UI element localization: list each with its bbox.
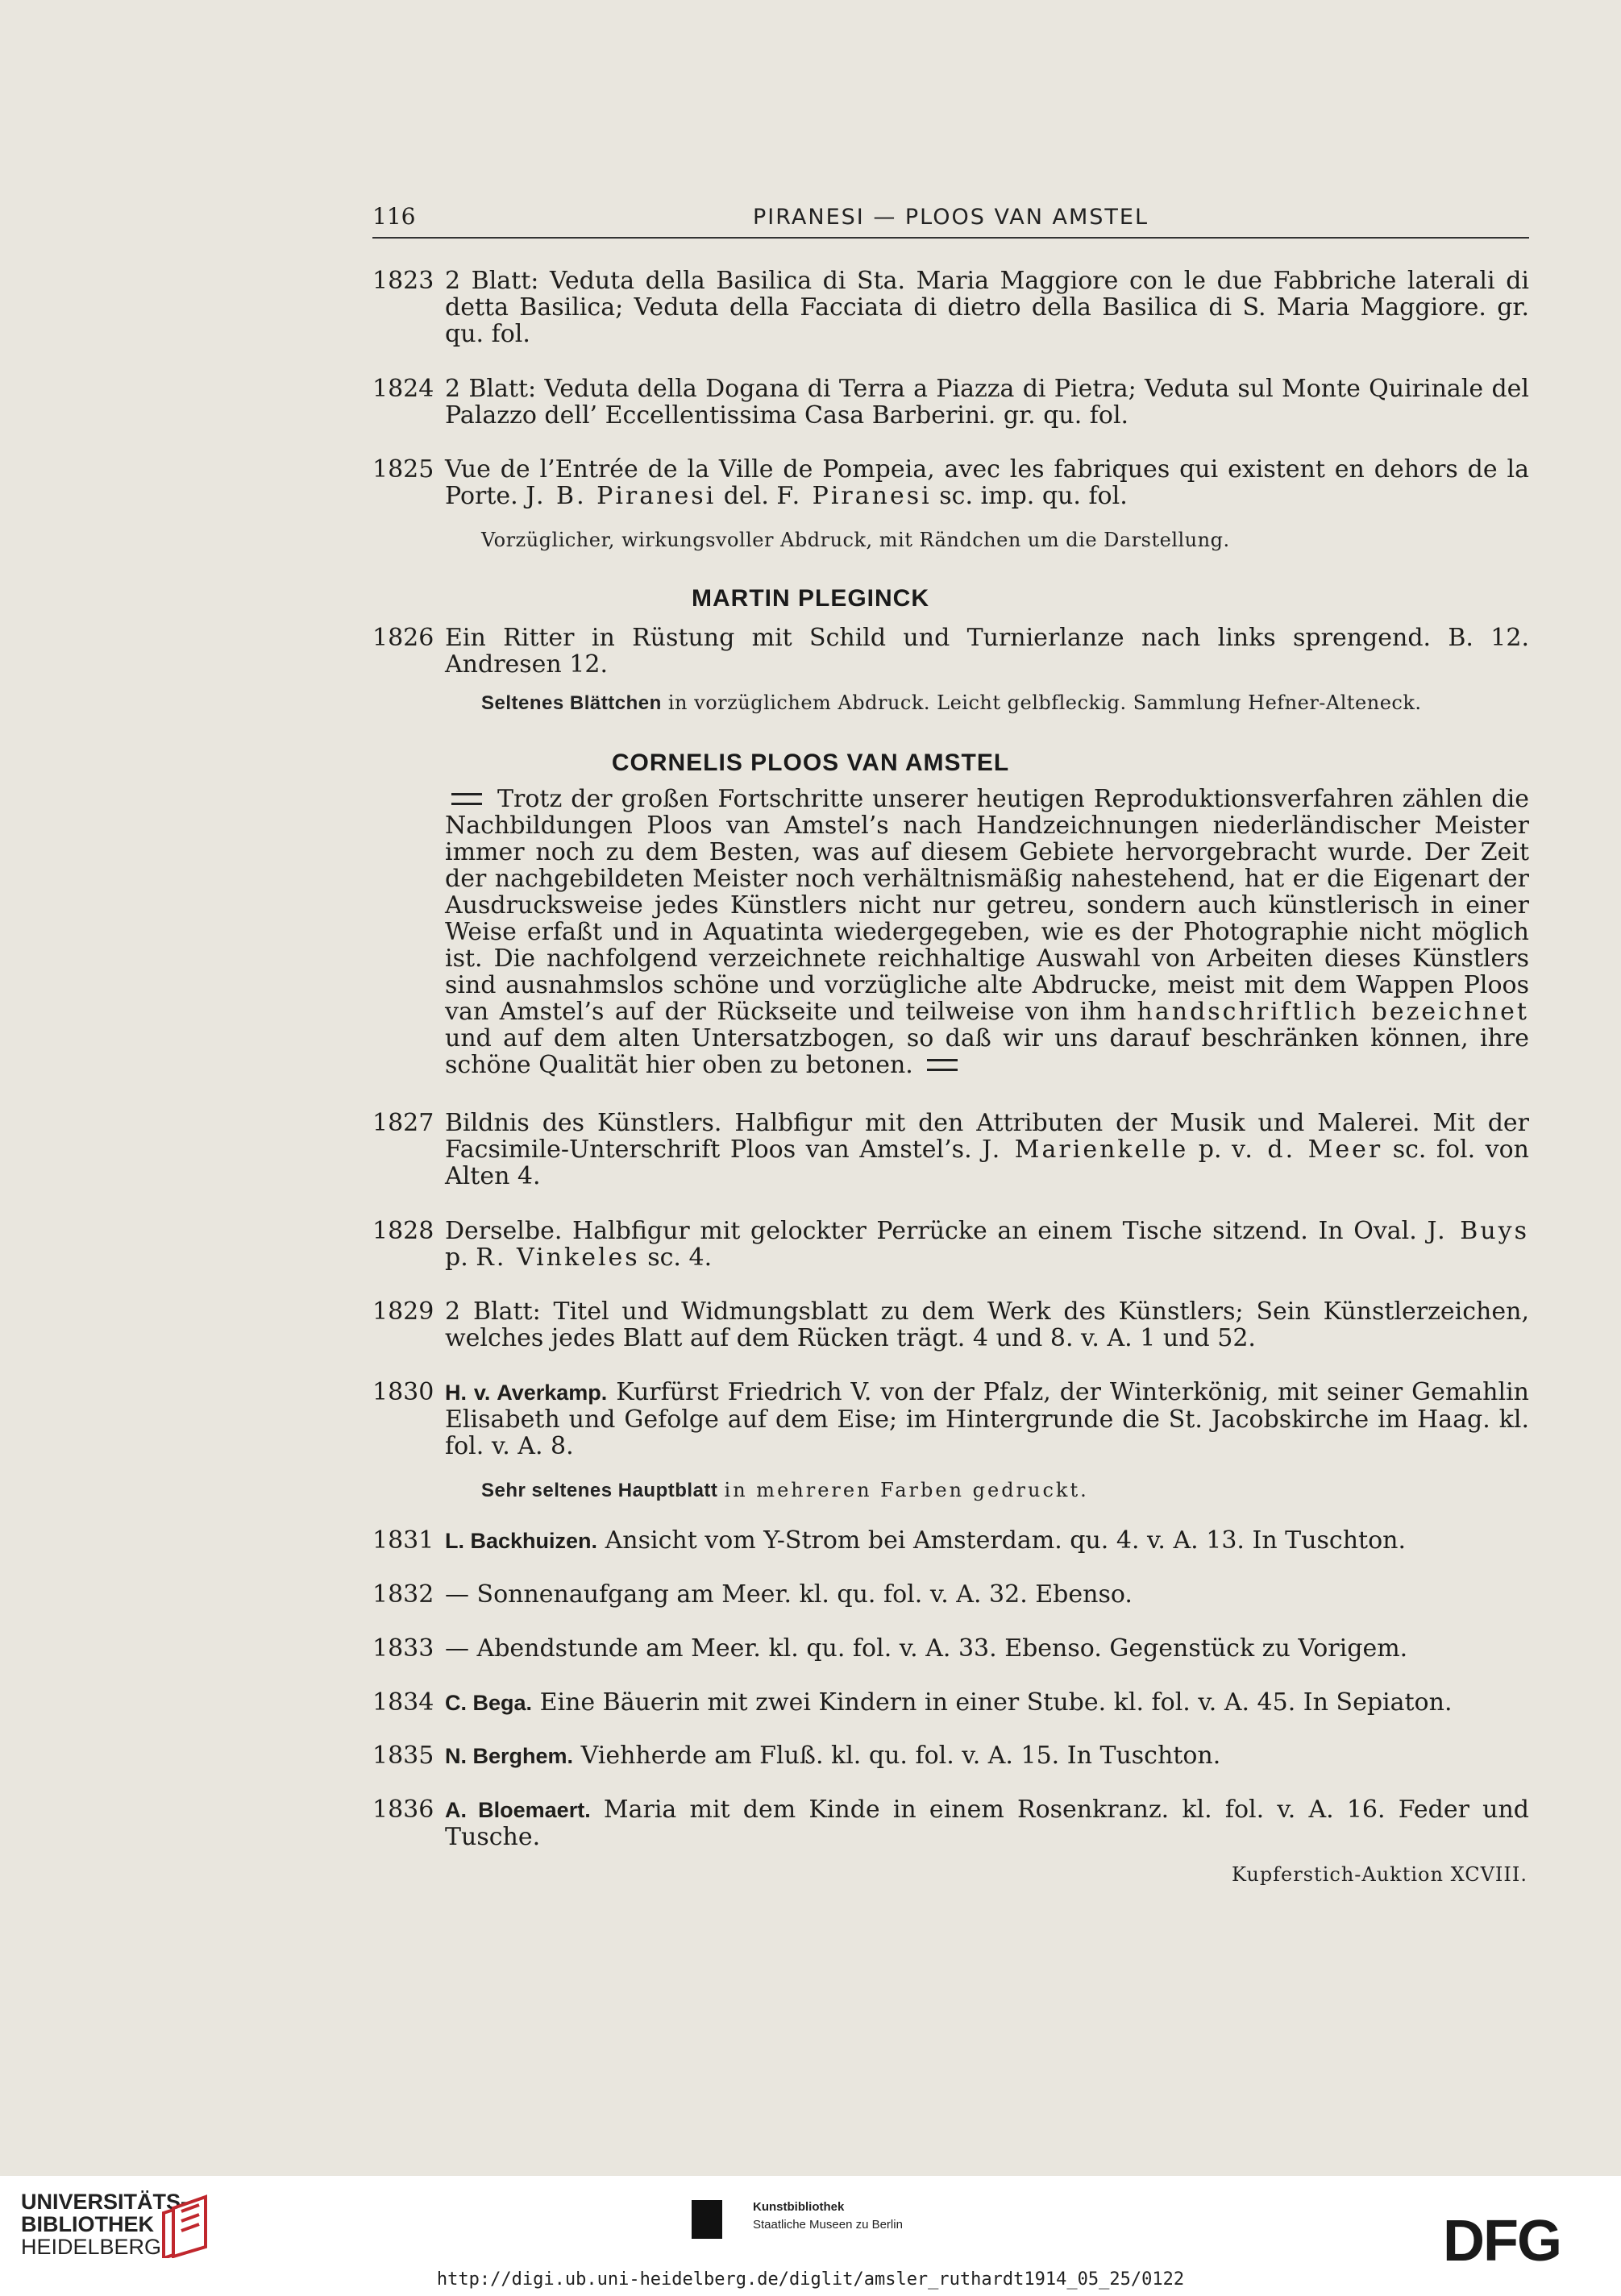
lot-text — [445, 1527, 1529, 1555]
lot-1834 — [372, 1689, 1529, 1717]
lot-text — [445, 1742, 1529, 1770]
lot-text-b: p. — [1198, 1136, 1222, 1164]
lot-description: Viehherde am Fluß. kl. qu. fol. v. A. 15. In Tuschton. — [580, 1742, 1221, 1770]
artist-heading: CORNELIS PLOOS VAN AMSTEL — [611, 749, 1010, 776]
lot-1826 — [372, 625, 1529, 678]
double-rule-mark — [927, 1059, 958, 1071]
lot-1827 — [372, 1110, 1529, 1190]
lot-text — [445, 1796, 1529, 1850]
lot-description: Maria mit dem Kinde in einem Rosenkranz. kl. fol. v. A. 16. Feder und Tusche. — [445, 1796, 1529, 1851]
source-url[interactable]: http://digi.ub.uni-heidelberg.de/diglit/amsler_ruthardt1914_05_25/0122 — [436, 2269, 1185, 2290]
lot-number: 1833 — [372, 1634, 434, 1663]
lot-text-a: Derselbe. Halbfigur mit gelockter Perrücke an einem Tische sitzend. In Oval. — [445, 1217, 1417, 1245]
note-emphasis: Sehr seltenes Hauptblatt — [481, 1480, 718, 1501]
lot-1833 — [372, 1635, 1529, 1662]
kb-line-1: Kunstbibliothek — [753, 2200, 845, 2214]
note-text: in vorzüglichem Abdruck. Leicht gelbfleckig. Sammlung Hefner-Alteneck. — [667, 691, 1422, 714]
lot-text-a: Bildnis des Künstlers. Halbfigur mit den Attributen der Musik und Malerei. Mit der Facsimile-Unterschrift Ploos van Amstel’s. — [445, 1109, 1529, 1164]
lot-1829 — [372, 1298, 1529, 1351]
lot-text — [445, 456, 1529, 509]
artist-name: J. Buys — [1427, 1217, 1529, 1245]
lot-number: 1835 — [372, 1742, 434, 1770]
lot-text-c: sc. imp. qu. fol. — [939, 482, 1128, 510]
artist-name: N. Berghem. — [445, 1744, 574, 1768]
note-text: in mehreren Farben gedruckt. — [724, 1479, 1089, 1501]
lot-text: — Abendstunde am Meer. kl. qu. fol. v. A. 33. Ebenso. Gegenstück zu Vorigem. — [445, 1634, 1408, 1663]
lot-text — [445, 1110, 1529, 1190]
artist-name: F. Piranesi — [776, 482, 932, 510]
artist-name: R. Vinkeles — [476, 1243, 640, 1272]
artist-name: L. Backhuizen. — [445, 1529, 598, 1553]
lot-1831 — [372, 1527, 1529, 1555]
lot-text: 2 Blatt: Veduta della Basilica di Sta. Maria Maggiore con le due Fabbriche laterali di detta Basilica; Veduta della Facciata di dietro della Basilica di S. Maria Maggiore. gr. qu. fol. — [445, 267, 1529, 348]
artist-name: v. d. Meer — [1232, 1136, 1383, 1164]
uni-line-1: UNIVERSITÄTS- — [21, 2190, 189, 2214]
lot-1825 — [372, 456, 1529, 509]
lot-1824 — [372, 376, 1529, 429]
lot-text: — Sonnenaufgang am Meer. kl. qu. fol. v. A. 32. Ebenso. — [445, 1580, 1133, 1609]
lot-number: 1823 — [372, 267, 434, 295]
lot-number: 1825 — [372, 455, 434, 484]
lot-number: 1830 — [372, 1378, 434, 1406]
lot-number: 1827 — [372, 1109, 434, 1137]
page-number: 116 — [372, 203, 416, 230]
intro-text-a: Trotz der großen Fortschritte unserer heutigen Reproduktionsverfahren zählen die Nachbildungen Ploos van Amstel’s nach Handzeichnungen niederländischer Meister immer noch zu dem Besten, was auf diesem Gebiete hervorgebracht wurde. Der Zeit der nachgebildeten Meister noch verhältnismäßig nahestehend, hat er die Eigenart der Ausdrucksweise jedes Künstlers nicht nur getreu, sondern auch künstlerisch in einer Weise erfaßt und in Aquatinta wiedergegeben, wie es der Photographie nicht möglich ist. Die nachfolgend verzeichnete reichhaltige Auswahl von Arbeiten dieses Künstlers sind ausnahmslos schöne und vorzügliche alte Abdrucke, meist mit dem Wappen Ploos van Amstel’s auf der Rückseite und teilweise von ihm — [445, 785, 1529, 1026]
artist-name: A. Bloemaert. — [445, 1798, 591, 1822]
lot-note: Vorzüglicher, wirkungsvoller Abdruck, mit Rändchen um die Darstellung. — [481, 529, 1230, 551]
artist-name: J. Marienkelle — [982, 1136, 1189, 1164]
intro-text-b: und auf dem alten Untersatzbogen, so daß wir uns darauf beschränken können, ihre schöne Qualität hier oben zu betonen. — [445, 1024, 1529, 1079]
intro-paragraph — [372, 786, 1529, 1078]
lot-text: 2 Blatt: Titel und Widmungsblatt zu dem Werk des Künstlers; Sein Künstlerzeichen, welches jedes Blatt auf dem Rücken trägt. 4 und 8. v. A. 1 und 52. — [445, 1297, 1529, 1352]
lot-number: 1831 — [372, 1526, 434, 1555]
lot-text — [445, 1379, 1529, 1459]
lot-1836 — [372, 1796, 1529, 1850]
lot-text — [445, 1689, 1529, 1717]
lot-description: Eine Bäuerin mit zwei Kindern in einer Stube. kl. fol. v. A. 45. In Sepiaton. — [539, 1688, 1453, 1717]
lot-number: 1832 — [372, 1580, 434, 1609]
artist-heading: MARTIN PLEGINCK — [692, 585, 929, 612]
intro-spaced: handschriftlich bezeichnet — [1137, 998, 1529, 1026]
lot-description: Ansicht vom Y-Strom bei Amsterdam. qu. 4. v. A. 13. In Tuschton. — [605, 1526, 1407, 1555]
lot-text-b: p. — [445, 1243, 468, 1272]
lot-note — [481, 691, 1422, 715]
kunstbibliothek-logo-icon — [692, 2200, 722, 2239]
lot-text: 2 Blatt: Veduta della Dogana di Terra a Piazza di Pietra; Veduta sul Monte Quirinale del Palazzo dell’ Eccellentissima Casa Barberini. gr. qu. fol. — [445, 375, 1529, 430]
lot-number: 1829 — [372, 1297, 434, 1326]
running-title: PIRANESI — PLOOS VAN AMSTEL — [753, 205, 1149, 230]
lot-1832 — [372, 1581, 1529, 1608]
lot-1830 — [372, 1379, 1529, 1459]
kb-line-2: Staatliche Museen zu Berlin — [753, 2218, 903, 2232]
lot-text-b: del. — [723, 482, 769, 510]
catalog-signature: Kupferstich-Auktion XCVIII. — [1231, 1863, 1527, 1886]
lot-1823 — [372, 268, 1529, 347]
lot-text-c: sc. 4. — [647, 1243, 713, 1272]
artist-name: J. B. Piranesi — [526, 482, 717, 510]
artist-name: C. Bega. — [445, 1691, 533, 1715]
uni-line-3: HEIDELBERG — [21, 2235, 162, 2259]
intro-text — [445, 786, 1529, 1078]
lot-description: Kurfürst Friedrich V. von der Pfalz, der Winterkönig, mit seiner Gemahlin Elisabeth und Gefolge auf dem Eise; im Hintergrunde die St. Jacobskirche im Haag. kl. fol. v. A. 8. — [445, 1378, 1529, 1460]
lot-text — [445, 1218, 1529, 1271]
artist-name: H. v. Averkamp. — [445, 1381, 608, 1405]
lot-text: Ein Ritter in Rüstung mit Schild und Turnierlanze nach links sprengend. B. 12. Andresen 12. — [445, 624, 1529, 679]
kunstbibliothek-wordmark — [753, 2198, 903, 2234]
lot-text-c: sc. fol. von Alten 4. — [445, 1136, 1529, 1190]
lot-1835 — [372, 1742, 1529, 1770]
lot-note — [481, 1479, 1089, 1502]
lot-1828 — [372, 1218, 1529, 1271]
university-logo-icon — [157, 2194, 230, 2258]
lot-text-a: Vue de l’Entrée de la Ville de Pompeia, avec les fabriques qui existent en dehors de la Porte. — [445, 455, 1529, 510]
lot-number: 1828 — [372, 1217, 434, 1245]
lot-number: 1826 — [372, 624, 434, 652]
note-emphasis: Seltenes Blättchen — [481, 692, 662, 714]
lot-number: 1836 — [372, 1796, 434, 1824]
digitization-footer — [0, 2176, 1621, 2296]
dfg-logo: DFG — [1443, 2209, 1561, 2273]
lot-number: 1834 — [372, 1688, 434, 1717]
lot-number: 1824 — [372, 375, 434, 403]
running-head — [372, 201, 1529, 239]
uni-line-2: BIBLIOTHEK — [21, 2212, 154, 2236]
double-rule-mark — [451, 793, 482, 805]
